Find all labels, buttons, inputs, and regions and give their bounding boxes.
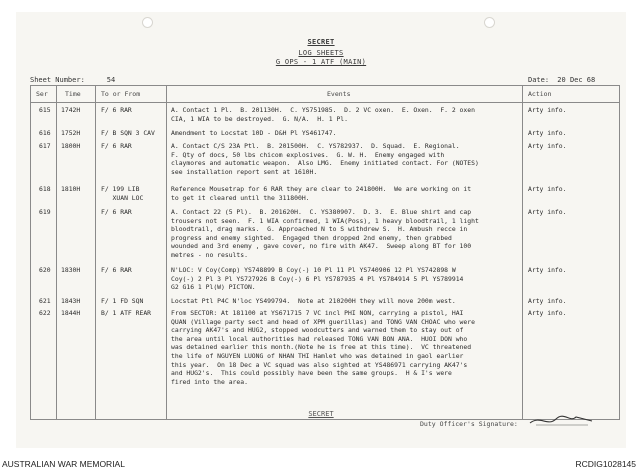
row-tofrom: F/ 6 RAR <box>101 266 132 274</box>
row-events: A. Contact 22 (5 Pl). B. 201620H. C. YS380907. D. 3. E. Blue shirt and cap trousers not seen. F. 1 WIA confirmed, 1 WIA(Poss), 1 heavy bloodtrail, 1 light bloodtrail, drag marks. G. Approached N to S withdrew S. H. Ambush recce in progress and enemy sighted. Engaged then dropped 2nd enemy, then grabbed wounded and 3rd enemy , gave cover, no fire with AK47. Sweep along BT for 100 metres - no results. <box>171 208 479 259</box>
sheet-number-label: Sheet Number: <box>30 76 85 84</box>
col-header-ser: Ser <box>36 90 48 98</box>
col-header-action: Action <box>528 90 552 98</box>
row-time: 1843H <box>61 297 81 305</box>
col-header-events: Events <box>327 90 351 98</box>
row-tofrom: F/ 199 LIB XUAN LOC <box>101 185 144 202</box>
document-title: LOG SHEETS <box>298 49 344 57</box>
date-value: 20 Dec 68 <box>557 76 596 84</box>
row-action: Arty info. <box>528 106 567 114</box>
row-time: 1800H <box>61 142 81 150</box>
row-tofrom: F/ B SQN 3 CAV <box>101 129 155 137</box>
row-time: 1810H <box>61 185 81 193</box>
row-tofrom: F/ 6 RAR <box>101 208 132 216</box>
duty-officer-signature <box>526 411 596 429</box>
row-action: Arty info. <box>528 309 567 317</box>
col-header-time: Time <box>65 90 81 98</box>
row-tofrom: F/ 6 RAR <box>101 142 132 150</box>
punch-hole-left <box>142 17 153 28</box>
row-ser: 617 <box>39 142 51 150</box>
signature-label: Duty Officer's Signature: <box>420 420 518 428</box>
row-tofrom: F/ 6 RAR <box>101 106 132 114</box>
row-action: Arty info. <box>528 185 567 193</box>
row-ser: 615 <box>39 106 51 114</box>
row-tofrom: F/ 1 FD SQN <box>101 297 144 305</box>
row-ser: 619 <box>39 208 51 216</box>
row-events: N'LOC: V Coy(Comp) YS748899 B Coy(-) 10 Pl 11 Pl YS740906 12 Pl YS742898 W Coy(-) 2 Pl 3 Pl YS727926 B Coy(-) 6 Pl YS787935 4 Pl YS784914 5 Pl YS789914 G2 G16 1 Pl(W) PICTON. <box>171 266 464 292</box>
row-ser: 616 <box>39 129 51 137</box>
punch-hole-right <box>484 17 495 28</box>
row-action: Arty info. <box>528 266 567 274</box>
row-ser: 618 <box>39 185 51 193</box>
row-action: Arty info. <box>528 142 567 150</box>
row-events: A. Contact 1 Pl. B. 201130H. C. YS751985. D. 2 VC oxen. E. Oxen. F. 2 oxen CIA, 1 WIA to be destroyed. G. N/A. H. 1 Pl. <box>171 106 475 123</box>
row-action: Arty info. <box>528 297 567 305</box>
archive-id: RCDIG1028145 <box>575 459 636 469</box>
row-time: 1830H <box>61 266 81 274</box>
col-divider <box>522 86 523 419</box>
log-table <box>30 85 620 420</box>
row-ser: 621 <box>39 297 51 305</box>
col-divider <box>95 86 96 419</box>
archive-caption: AUSTRALIAN WAR MEMORIAL <box>2 459 125 469</box>
row-time: 1844H <box>61 309 81 317</box>
col-divider <box>166 86 167 419</box>
log-sheet-paper <box>16 12 626 448</box>
row-ser: 620 <box>39 266 51 274</box>
row-events: A. Contact C/S 23A Ptl. B. 201500H. C. YS782937. D. Squad. E. Regional. F. Qty of docs, 50 lbs chicom explosives. G. W. H. Enemy engaged with claymores and automatic weapon. Also LMG. Enemy initiated contact. For (NOTES) see installation report sent at 1610H. <box>171 142 479 176</box>
unit-subtitle: G OPS - 1 ATF (MAIN) <box>275 58 367 66</box>
row-time: 1752H <box>61 129 81 137</box>
col-header-tofrom: To or From <box>101 90 141 98</box>
row-action: Arty info. <box>528 129 567 137</box>
row-ser: 622 <box>39 309 51 317</box>
row-events: Reference Mousetrap for 6 RAR they are clear to 241800H. We are working on it to get it cleared until the 311800H. <box>171 185 472 202</box>
row-events: Locstat Ptl P4C N'loc YS499794. Note at 210200H they will move 200m west. <box>171 297 456 305</box>
row-events: From SECTOR: At 181100 at YS671715 7 VC incl PHI NON, carrying a pistol, HAI QUAN (Village party sect and head of XPM guerillas) and TONG VAN CHOAC who were carrying AK47's and HUG2, stopped woodcutters and warned them to stay out of the area until local authorities had released TONG VAN BON ANA. HUOI DON who was detained earlier this month.(Note he is free at this time). VC threatened the life of NGUYEN LUONG of NHAN THI Hamlet who was detained in gaol earlier this year. On 18 Dec a VC squad was also sighted at YS486971 carrying AK47's and HUG2's. This could possibly have been the same groups. H & I's were fired into the area. <box>171 309 475 386</box>
date-label: Date: <box>528 76 550 84</box>
classification-footer: SECRET <box>308 410 334 418</box>
sheet-number <box>30 76 115 84</box>
sheet-date <box>528 76 595 84</box>
row-time: 1742H <box>61 106 81 114</box>
row-action: Arty info. <box>528 208 567 216</box>
row-tofrom: B/ 1 ATF REAR <box>101 309 152 317</box>
col-divider <box>56 86 57 419</box>
sheet-number-value: 54 <box>106 76 116 84</box>
row-events: Amendment to Locstat 10D - D&H Pl YS461747. <box>171 129 337 137</box>
classification-header: SECRET <box>307 38 335 46</box>
